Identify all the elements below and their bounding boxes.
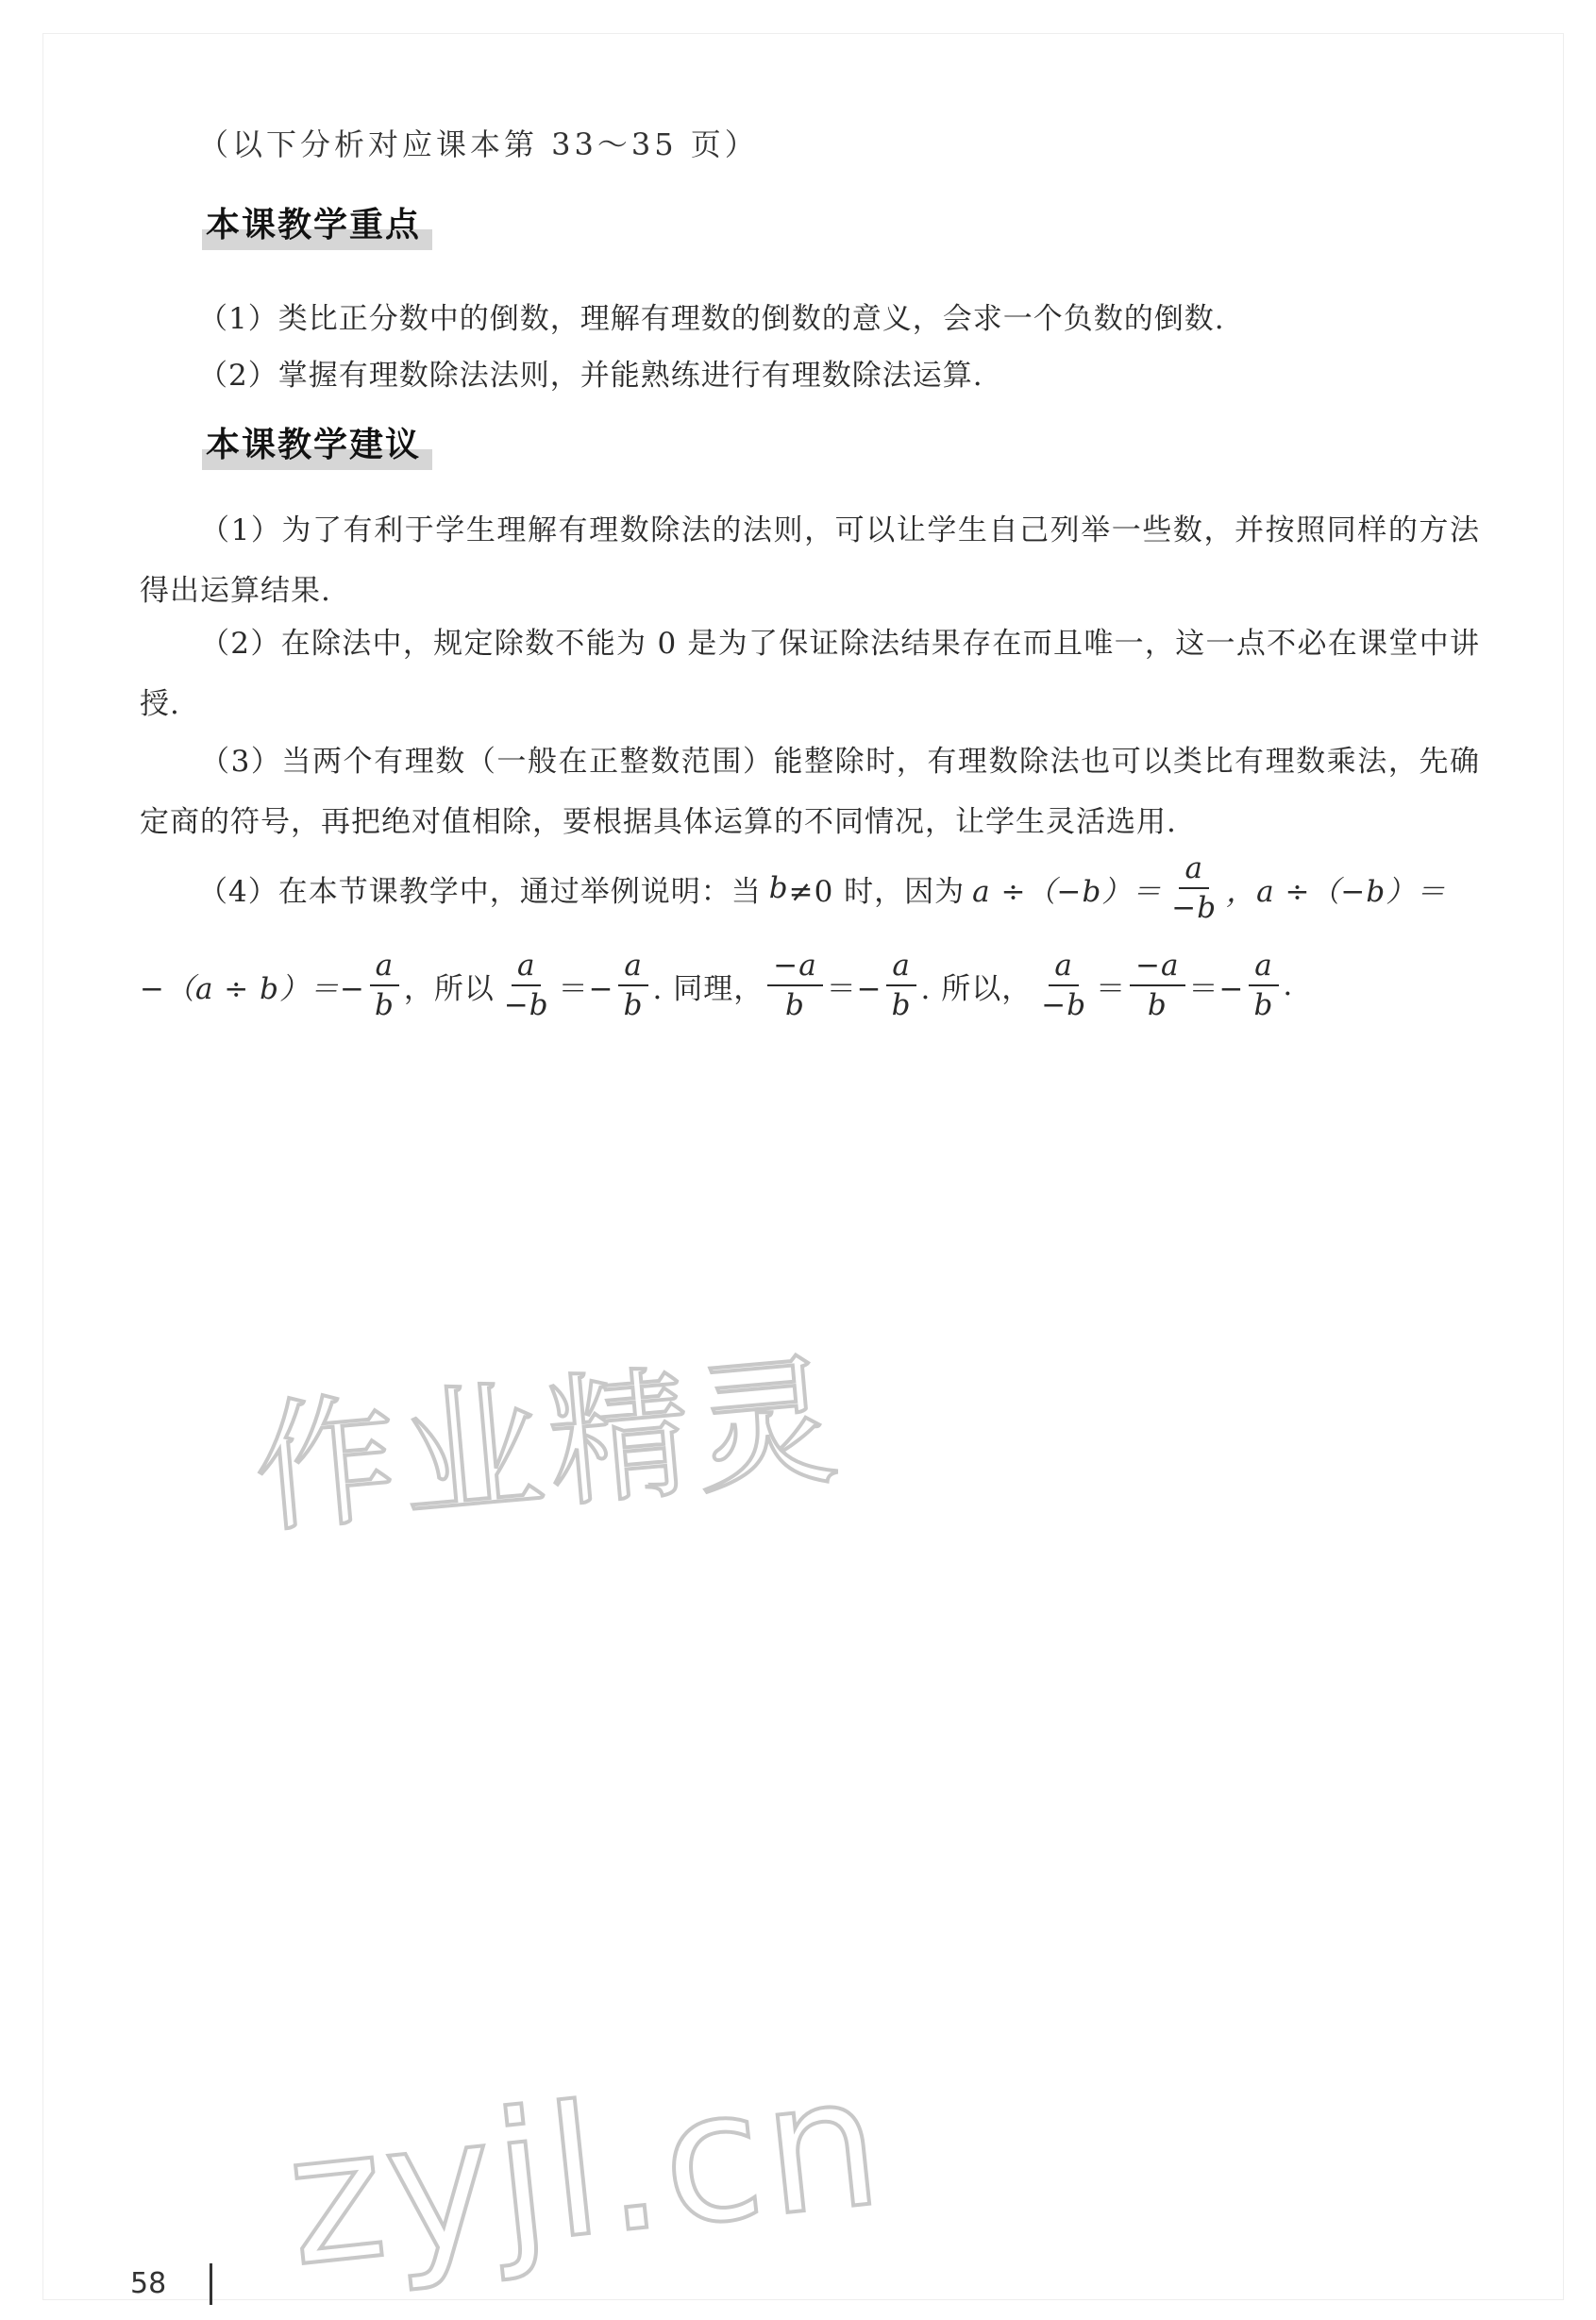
suggestion-paragraph-4-line-2 xyxy=(140,947,1293,1024)
section-title-focus-text: 本课教学重点 xyxy=(206,206,422,244)
p4-eq-neg: ＝− xyxy=(558,971,614,1006)
page-note: （以下分析对应课本第 33～35 页） xyxy=(198,126,759,162)
fraction-neg-a-over-b xyxy=(767,947,822,1024)
fraction-a-over-neg-b xyxy=(1166,849,1222,927)
section-title-suggestions-text: 本课教学建议 xyxy=(206,426,422,464)
fraction-a-over-b xyxy=(1249,947,1280,1024)
p4-eq-neg: ＝− xyxy=(1188,971,1245,1006)
section-title-focus xyxy=(206,198,425,246)
frac-den: b xyxy=(1253,988,1274,1022)
focus-item-2: （2）掌握有理数除法法则，并能熟练进行有理数除法运算. xyxy=(198,359,983,393)
focus-item-1: （1）类比正分数中的倒数，理解有理数的倒数的意义，会求一个负数的倒数. xyxy=(198,302,1225,336)
fraction-neg-a-over-b xyxy=(1130,947,1184,1024)
section-title-suggestions xyxy=(206,418,425,466)
p4-eq: ＝ xyxy=(1096,971,1127,1006)
suggestion-paragraph-2: （2）在除法中，规定除数不能为 0 是为了保证除法结果存在而且唯一，这一点不必在课堂中讲授. xyxy=(140,627,1480,721)
frac-num: a xyxy=(1249,947,1278,986)
frac-den: b xyxy=(1147,988,1168,1022)
p4-end: . xyxy=(1283,968,1294,1002)
suggestion-paragraph-1: （1）为了有利于学生理解有理数除法的法则，可以让学生自己列举一些数，并按照同样的方法得出运算结果. xyxy=(140,513,1480,608)
fraction-a-over-neg-b xyxy=(498,947,555,1024)
p4-eq2-lhs: ，a ÷（−b）＝ xyxy=(1226,874,1447,909)
frac-num: a xyxy=(886,947,916,986)
frac-num: −a xyxy=(1130,947,1184,986)
fraction-a-over-b xyxy=(369,947,400,1024)
frac-den: b xyxy=(623,988,644,1022)
suggestion-paragraph-3: （3）当两个有理数（一般在正整数范围）能整除时，有理数除法也可以类比有理数乘法，先确定商的符号，再把绝对值相除，要根据具体运算的不同情况，让学生灵活选用. xyxy=(140,745,1480,839)
p4-line2-start: −（a ÷ b）＝− xyxy=(140,971,365,1006)
frac-num: a xyxy=(618,947,647,986)
watermark-url: zyjl.cn xyxy=(278,2036,893,2307)
p4-eq-neg: ＝− xyxy=(826,971,882,1006)
frac-num: a xyxy=(1179,849,1208,889)
frac-den: −b xyxy=(1041,988,1087,1022)
frac-den: −b xyxy=(1171,891,1218,925)
fraction-a-over-b xyxy=(618,947,649,1024)
p4-neq0: ≠0 时，因为 xyxy=(788,874,966,909)
frac-num: a xyxy=(370,947,399,986)
p4-var-b: b xyxy=(768,871,789,905)
watermark-logo-text: 作业精灵 xyxy=(247,1338,849,1554)
page-number: 58 xyxy=(130,2267,167,2300)
p4-similarly: . 同理， xyxy=(652,971,764,1006)
frac-den: b xyxy=(785,988,805,1022)
frac-den: b xyxy=(891,988,912,1022)
frac-num: −a xyxy=(767,947,822,986)
page-number-divider xyxy=(210,2263,212,2305)
p4-therefore: . 所以， xyxy=(920,971,1033,1006)
frac-num: a xyxy=(1049,947,1078,986)
p4-so: ，所以 xyxy=(403,971,495,1006)
fraction-a-over-b xyxy=(886,947,917,1024)
frac-den: b xyxy=(374,988,395,1022)
frac-den: −b xyxy=(503,988,549,1022)
p4-intro: （4）在本节课教学中，通过举例说明：当 xyxy=(198,874,762,909)
frac-num: a xyxy=(512,947,541,986)
suggestion-paragraph-4-line-1 xyxy=(198,849,1446,927)
fraction-a-over-neg-b xyxy=(1035,947,1092,1024)
p4-eq1-lhs: a ÷（−b）＝ xyxy=(972,874,1163,909)
